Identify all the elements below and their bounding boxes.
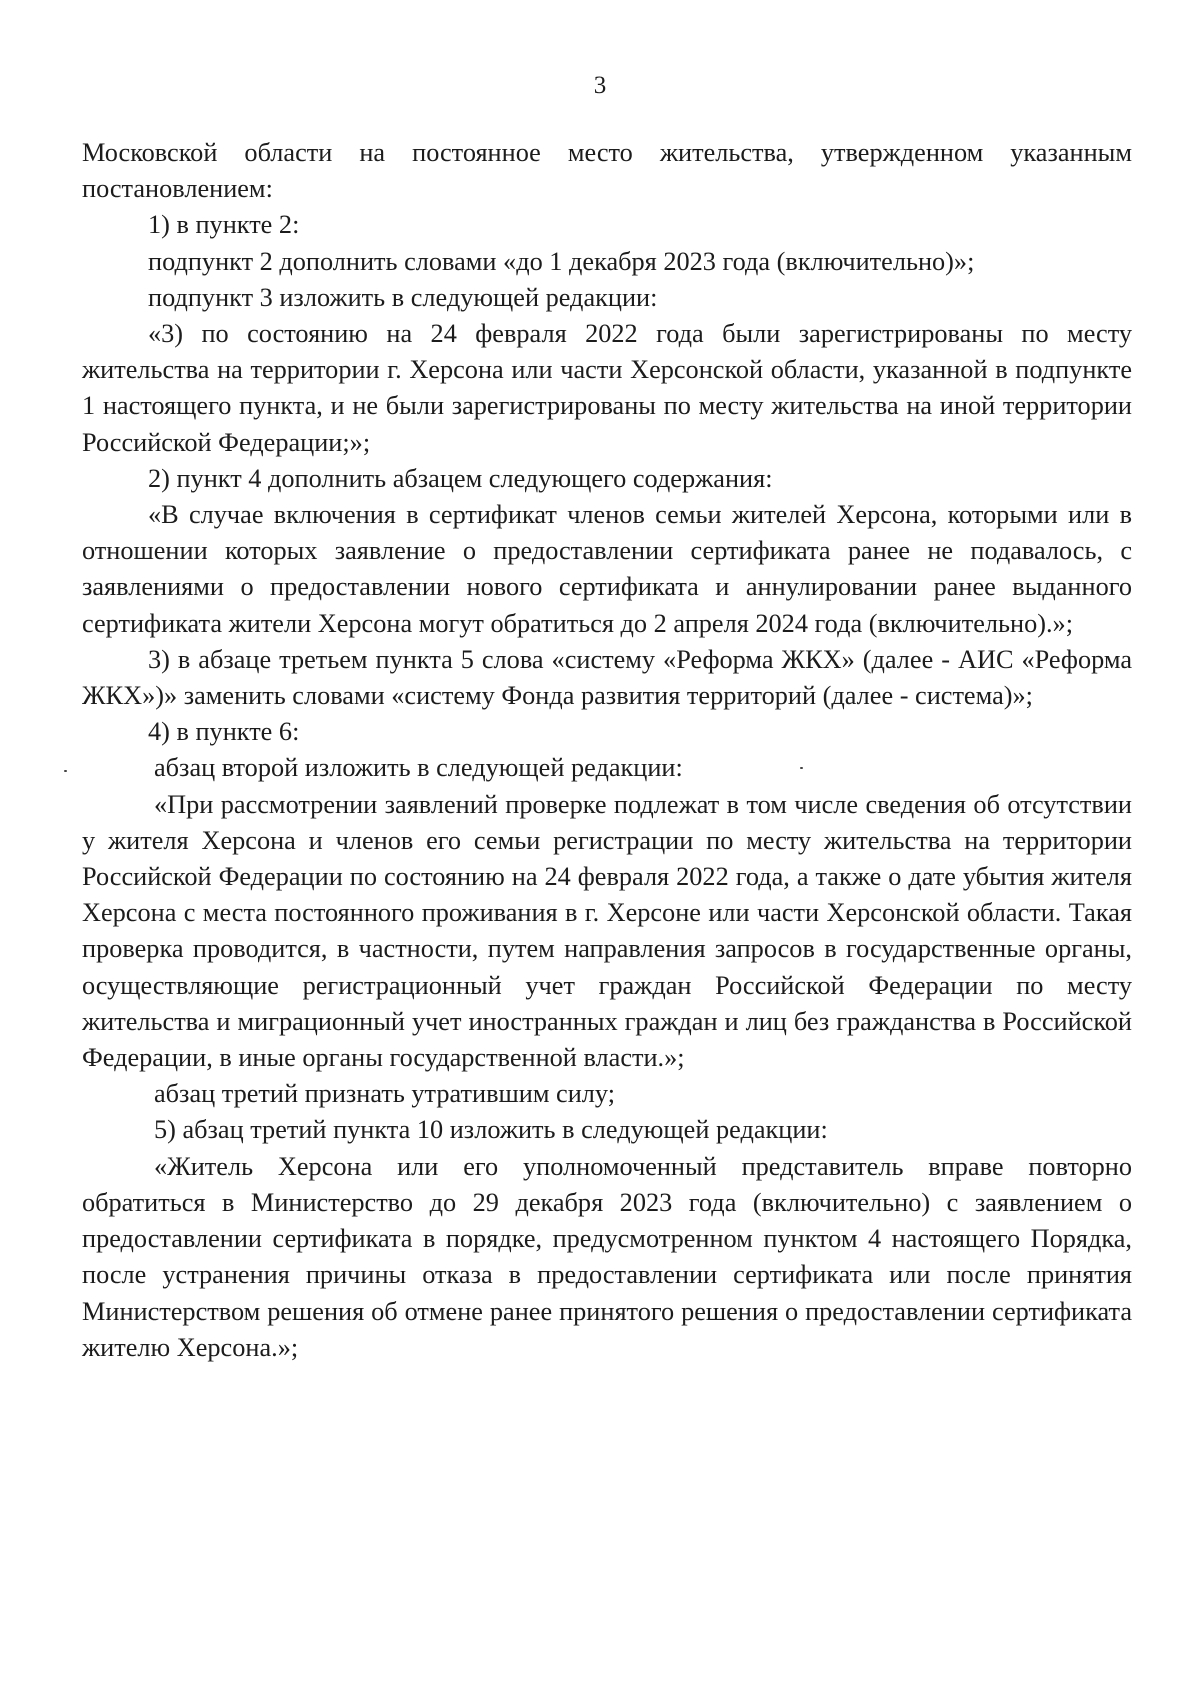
paragraph-quote-resident: «Житель Херсона или его уполномоченный представитель вправе повторно обратиться в Министерство до 29 декабря 2023 года (включительно) с заявлением о предоставлении сертификата в порядке, предусмотренном пунктом 4 настоящего Порядка, после устранения причины отказа в предоставлении сертификата или после принятия Министерством решения об отмене ранее принятого решения о предоставлении сертификата жителю Херсона.»;	[82, 1151, 1132, 1362]
paragraph-subitem-2: подпункт 2 дополнить словами «до 1 декабря 2023 года (включительно)»;	[148, 246, 975, 276]
document-body	[82, 135, 1132, 1366]
paragraph-abzac-second: абзац второй изложить в следующей редакции:	[154, 753, 683, 783]
paragraph-item-1: 1) в пункте 2:	[148, 210, 300, 240]
paragraph-continuation: Московской области на постоянное место жительства, утвержденном указанным постановлением:	[82, 138, 1132, 204]
paragraph-item-3: 3) в абзаце третьем пункта 5 слова «систему «Реформа ЖКХ» (далее - АИС «Реформа ЖКХ»)» заменить словами «систему Фонда развития территорий (далее - система)»;	[82, 644, 1132, 711]
paragraph-item-2: 2) пункт 4 дополнить абзацем следующего содержания:	[148, 463, 773, 493]
paragraph-quote-certificate: «В случае включения в сертификат членов семьи жителей Херсона, которыми или в отношении которых заявление о предоставлении сертификата ранее не подавалось, с заявлениями о предоставлении нового сертификата и аннулировании ранее выданного сертификата жители Херсона могут обратиться до 2 апреля 2024 года (включительно).»;	[82, 500, 1132, 638]
paragraph-quote-review: «При рассмотрении заявлений проверке подлежат в том числе сведения об отсутствии у жителя Херсона и членов его семьи регистрации по месту жительства на территории Российской Федерации по состоянию на 24 февраля 2022 года, а также о дате убытия жителя Херсона с места постоянного проживания в г. Херсоне или части Херсонской области. Такая проверка проводится, в частности, путем направления запросов в государственные органы, осуществляющие регистрационный учет граждан Российской Федерации по месту жительства и миграционный учет иностранных граждан и лиц без гражданства в Российской Федерации, в иные органы государственной власти.»;	[82, 789, 1132, 1073]
paragraph-item-4: 4) в пункте 6:	[148, 717, 300, 747]
page-number: 3	[593, 72, 607, 99]
paragraph-quote-3: «3) по состоянию на 24 февраля 2022 года были зарегистрированы по месту жительства на территории г. Херсона или части Херсонской области, указанной в подпункте 1 настоящего пункта, и не были зарегистрированы по месту жительства на иной территории Российской Федерации;»;	[82, 319, 1132, 457]
scan-speck	[800, 767, 803, 769]
paragraph-subitem-3: подпункт 3 изложить в следующей редакции:	[148, 282, 658, 312]
scan-speck	[64, 770, 67, 772]
paragraph-item-5: 5) абзац третий пункта 10 изложить в следующей редакции:	[154, 1115, 828, 1145]
paragraph-abzac-third: абзац третий признать утратившим силу;	[154, 1079, 616, 1109]
